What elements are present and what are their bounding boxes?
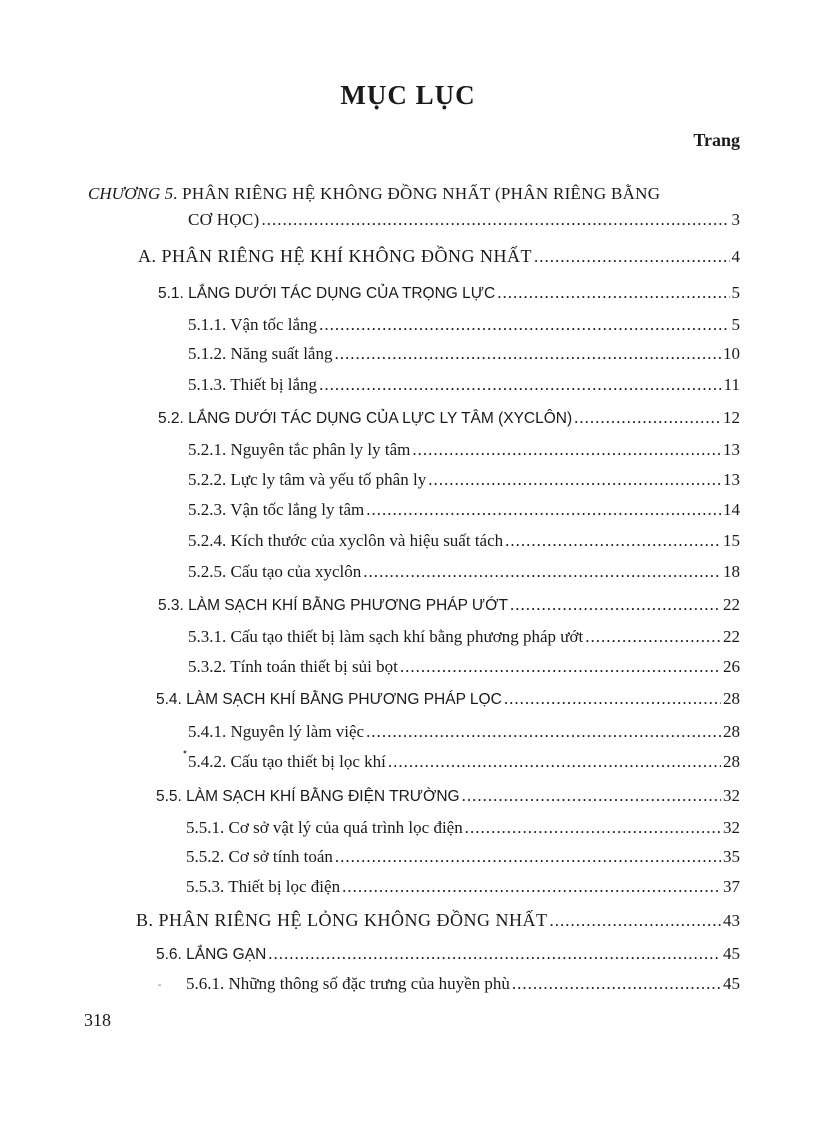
toc-page-number: 4 xyxy=(731,247,740,266)
leader-dots xyxy=(412,439,721,461)
toc-page-number: 45 xyxy=(723,974,740,993)
toc-label: 5.4. LÀM SẠCH KHÍ BẰNG PHƯƠNG PHÁP LỌC xyxy=(156,691,502,708)
toc-subsection-5-6-1[interactable] xyxy=(186,973,740,995)
toc-page-number: 10 xyxy=(723,344,740,363)
toc-page-number: 37 xyxy=(723,877,740,896)
toc-page-number: 22 xyxy=(723,595,740,614)
toc-subsection-5-4-1[interactable] xyxy=(188,721,740,743)
leader-dots xyxy=(342,876,721,898)
toc-section-5-1[interactable] xyxy=(158,282,740,305)
leader-dots xyxy=(534,246,730,268)
toc-subsection-5-2-2[interactable] xyxy=(188,469,740,491)
leader-dots xyxy=(585,626,721,648)
toc-page-number: 18 xyxy=(723,562,740,581)
toc-subsection-5-3-2[interactable] xyxy=(188,656,740,678)
chapter-title-line1: . PHÂN RIÊNG HỆ KHÔNG ĐỒNG NHẤT (PHÂN RIÊNG BẰNG xyxy=(173,184,661,203)
toc-page-number: 22 xyxy=(723,627,740,646)
toc-label: 5.5.2. Cơ sở tính toán xyxy=(186,847,333,866)
leader-dots xyxy=(262,209,730,231)
toc-label: 5.2.3. Vận tốc lắng ly tâm xyxy=(188,500,365,519)
toc-page-number: 35 xyxy=(723,847,740,866)
toc-section-5-5[interactable] xyxy=(156,785,740,808)
toc-subsection-5-5-1[interactable] xyxy=(186,817,740,839)
leader-dots xyxy=(465,817,721,839)
toc-page-number: 45 xyxy=(723,944,740,963)
scan-speck: • xyxy=(182,748,188,759)
chapter-prefix: CHƯƠNG 5 xyxy=(88,184,174,203)
toc-subsection-5-4-2[interactable] xyxy=(188,751,740,773)
toc-label: A. PHÂN RIÊNG HỆ KHÍ KHÔNG ĐỒNG NHẤT xyxy=(138,246,532,266)
toc-page-number: 3 xyxy=(731,210,740,229)
toc-label: 5.4.2. Cấu tạo thiết bị lọc khí xyxy=(188,752,386,771)
toc-label: 5.1.3. Thiết bị lắng xyxy=(188,375,318,394)
leader-dots xyxy=(366,499,721,521)
toc-label: 5.1. LẮNG DƯỚI TÁC DỤNG CỦA TRỌNG LỰC xyxy=(158,285,496,302)
leader-dots xyxy=(319,314,729,336)
leader-dots xyxy=(268,943,721,965)
toc-label: 5.1.2. Năng suất lắng xyxy=(188,344,333,363)
leader-dots xyxy=(504,688,721,710)
toc-label: 5.4.1. Nguyên lý làm việc xyxy=(188,722,365,741)
toc-subsection-5-1-1[interactable] xyxy=(188,314,740,336)
toc-label: 5.6.1. Những thông số đặc trưng của huyền phù xyxy=(186,974,510,993)
toc-label: 5.5. LÀM SẠCH KHÍ BẰNG ĐIỆN TRƯỜNG xyxy=(156,788,460,805)
chapter-title-line2: CƠ HỌC) xyxy=(188,210,260,229)
leader-dots xyxy=(363,561,721,583)
leader-dots xyxy=(366,721,721,743)
toc-page-number: 26 xyxy=(723,657,740,676)
toc-page-number: 5 xyxy=(731,283,740,302)
toc-subsection-5-3-1[interactable] xyxy=(188,626,740,648)
chapter-heading-line1 xyxy=(88,183,660,205)
leader-dots xyxy=(388,751,721,773)
toc-section-b[interactable] xyxy=(136,909,740,932)
toc-label: 5.5.1. Cơ sở vật lý của quá trình lọc điện xyxy=(186,818,463,837)
leader-dots xyxy=(428,469,721,491)
toc-section-5-3[interactable] xyxy=(158,594,740,617)
toc-label: 5.2.5. Cấu tạo của xyclôn xyxy=(188,562,362,581)
toc-label: 5.6. LẮNG GẠN xyxy=(156,946,267,963)
toc-page-number: 28 xyxy=(723,689,740,708)
toc-page-number: 32 xyxy=(723,786,740,805)
toc-label: 5.2. LẮNG DƯỚI TÁC DỤNG CỦA LỰC LY TÂM (XYCLÔN) xyxy=(158,410,573,427)
leader-dots xyxy=(335,846,721,868)
toc-label: 5.3.2. Tính toán thiết bị sủi bọt xyxy=(188,657,398,676)
page-column-label: Trang xyxy=(693,130,740,150)
toc-label: 5.5.3. Thiết bị lọc điện xyxy=(186,877,341,896)
toc-page-number: 28 xyxy=(723,752,740,771)
footer-page-number: 318 xyxy=(84,1010,111,1030)
toc-subsection-5-5-3[interactable] xyxy=(186,876,740,898)
leader-dots xyxy=(505,530,721,552)
leader-dots xyxy=(497,282,729,304)
toc-page-number: 43 xyxy=(723,911,740,930)
toc-page-number: 13 xyxy=(723,440,740,459)
toc-page-number: 28 xyxy=(723,722,740,741)
toc-subsection-5-2-4[interactable] xyxy=(188,530,740,552)
toc-section-a[interactable] xyxy=(138,245,740,268)
toc-page-number: 11 xyxy=(723,375,740,394)
toc-label: 5.3. LÀM SẠCH KHÍ BẰNG PHƯƠNG PHÁP ƯỚT xyxy=(158,597,508,614)
scan-speck: - xyxy=(158,980,162,991)
toc-section-5-6[interactable] xyxy=(156,943,740,966)
leader-dots xyxy=(462,785,721,807)
leader-dots xyxy=(334,343,721,365)
toc-label: 5.2.1. Nguyên tắc phân ly ly tâm xyxy=(188,440,411,459)
toc-subsection-5-2-5[interactable] xyxy=(188,561,740,583)
leader-dots xyxy=(549,910,721,932)
toc-subsection-5-1-2[interactable] xyxy=(188,343,740,365)
leader-dots xyxy=(319,374,722,396)
leader-dots xyxy=(574,407,721,429)
toc-page-number: 12 xyxy=(723,408,740,427)
toc-label: B. PHÂN RIÊNG HỆ LỎNG KHÔNG ĐỒNG NHẤT xyxy=(136,910,548,930)
toc-section-5-2[interactable] xyxy=(158,407,740,430)
toc-label: 5.3.1. Cấu tạo thiết bị làm sạch khí bằng phương pháp ướt xyxy=(188,627,584,646)
toc-label: 5.1.1. Vận tốc lắng xyxy=(188,315,318,334)
toc-page-number: 13 xyxy=(723,470,740,489)
toc-subsection-5-1-3[interactable] xyxy=(188,374,740,396)
toc-subsection-5-2-1[interactable] xyxy=(188,439,740,461)
leader-dots xyxy=(510,594,721,616)
toc-page-number: 15 xyxy=(723,531,740,550)
leader-dots xyxy=(400,656,721,678)
toc-page-number: 32 xyxy=(723,818,740,837)
toc-subsection-5-5-2[interactable] xyxy=(186,846,740,868)
leader-dots xyxy=(512,973,721,995)
toc-section-5-4[interactable] xyxy=(156,688,740,711)
toc-subsection-5-2-3[interactable] xyxy=(188,499,740,521)
toc-chapter-entry[interactable] xyxy=(188,209,740,231)
page-title: MỤC LỤC xyxy=(340,80,476,110)
toc-label: 5.2.4. Kích thước của xyclôn và hiệu suất tách xyxy=(188,531,504,550)
toc-page-number: 5 xyxy=(731,315,740,334)
toc-page-number: 14 xyxy=(723,500,740,519)
toc-label: 5.2.2. Lực ly tâm và yếu tố phân ly xyxy=(188,470,427,489)
